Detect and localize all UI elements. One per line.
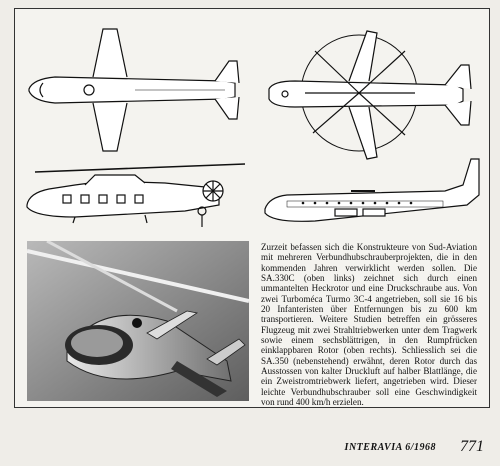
sa350-photo bbox=[27, 241, 249, 401]
article-frame bbox=[14, 8, 490, 408]
sa330c-side-view bbox=[27, 164, 245, 227]
caption-text: Zurzeit befassen sich die Konstrukteure von Sud-Aviation mit mehreren Verbundhubschrauberprojekten, die in den kommenden Jahren verwirklicht werden sollen. Die SA.330C (oben links) zeichnet sich durch einen ummantelten Heckrotor und eine Druckschraube aus. Von zwei Turboméca Turmo 3C-4 angetrieben, soll sie 16 bis 20 Infanteristen über Entfernungen bis zu 600 km transportieren. Weitere Studien betreffen ein grösseres Flugzeug mit zwei Strahltriebwerken unter dem Tragwerk sowie einem sechsblättrigen, in den Rumpfrücken einklappbaren Rotor (oben rechts). Schliesslich sei die SA.350 (nebenstehend) erwähnt, deren Rotor durch das Ausstossen von kalter Druckluft auf halber Blattlänge, die ein Zweistromtriebwerk liefert, angetrieben wird. Dieser leichte Verbundhubschrauber soll eine Geschwindigkeit von rund 400 km/h erzielen. bbox=[261, 242, 477, 408]
aircraft-drawings bbox=[15, 9, 489, 237]
large-compound-plan-view bbox=[269, 31, 471, 159]
three-view-drawings bbox=[15, 9, 489, 237]
journal-name: INTERAVIA 6/1968 bbox=[344, 442, 436, 453]
page-footer bbox=[0, 438, 500, 458]
sa350-illustration bbox=[27, 241, 249, 401]
sa330c-plan-view bbox=[29, 29, 239, 151]
page-number: 771 bbox=[460, 438, 484, 455]
large-compound-side-view bbox=[265, 159, 479, 221]
article-caption bbox=[261, 242, 477, 408]
